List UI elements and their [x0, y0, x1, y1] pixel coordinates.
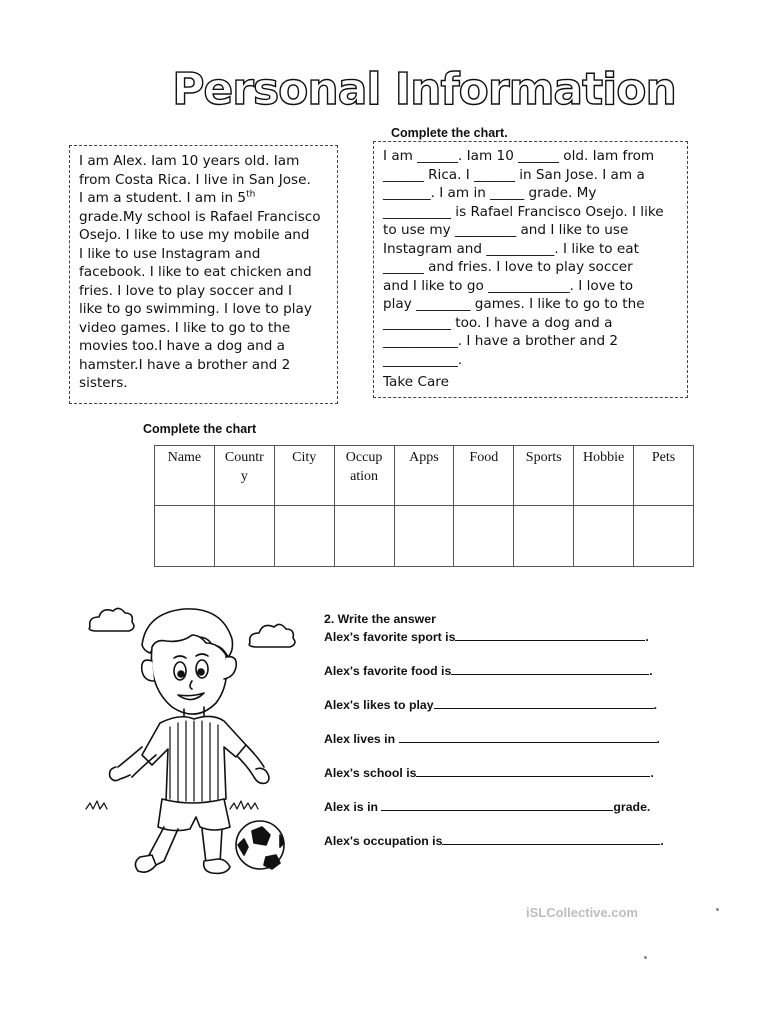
reading-line: I am Alex. Iam 10 years old. Iam	[79, 153, 300, 169]
watermark-text: iSLCollective.com	[526, 905, 638, 920]
reading-line: hamster.I have a brother and 2	[79, 356, 291, 373]
closing-text: Take Care	[383, 374, 449, 390]
question-row: Alex is in grade.	[324, 800, 651, 814]
col-header-apps: Apps	[394, 446, 454, 506]
reading-line: I like to use Instagram and	[79, 245, 261, 262]
section-title: 2. Write the answer	[324, 612, 436, 626]
reading-line: fries. I love to play soccer and I	[79, 282, 292, 299]
cloud-icon	[89, 608, 134, 631]
question-row: Alex lives in .	[324, 732, 660, 746]
write-answer-section	[324, 612, 704, 867]
cloze-line[interactable]: ___________. I have a brother and 2	[383, 333, 619, 349]
page-title: Personal Information	[172, 64, 676, 115]
cloze-passage-box	[373, 141, 688, 398]
col-header-country: Countr y	[214, 446, 274, 506]
table-answer-row	[155, 506, 694, 567]
answer-cell[interactable]	[574, 506, 634, 567]
reading-line: facebook. I like to eat chicken and	[79, 264, 312, 280]
cloze-line[interactable]: to use my _________ and I like to use	[383, 222, 629, 238]
cloze-line[interactable]: I am ______. Iam 10 ______ old. Iam from	[383, 148, 655, 164]
reading-line: sisters.	[79, 375, 128, 391]
chart-label: Complete the chart	[143, 422, 257, 436]
answer-cell[interactable]	[394, 506, 454, 567]
col-header-name: Name	[155, 446, 215, 506]
col-header-sports: Sports	[514, 446, 574, 506]
reading-line: Osejo. I like to use my mobile and	[79, 227, 310, 243]
answer-cell[interactable]	[454, 506, 514, 567]
reading-line: grade.My school is Rafael Francisco	[79, 208, 321, 225]
answer-cell[interactable]	[274, 506, 334, 567]
answer-line[interactable]	[442, 833, 660, 845]
answer-cell[interactable]	[514, 506, 574, 567]
reading-line: movies too.I have a dog and a	[79, 338, 285, 354]
answer-line[interactable]	[455, 629, 645, 641]
cloud-icon	[249, 624, 295, 647]
cloze-label: Complete the chart.	[391, 126, 508, 140]
question-row: Alex's favorite food is .	[324, 664, 653, 678]
answer-line[interactable]	[381, 799, 613, 811]
col-header-food: Food	[454, 446, 514, 506]
reading-line: I am a student. I am in 5th	[79, 189, 256, 206]
cloze-line[interactable]: __________ is Rafael Francisco Osejo. I like	[383, 203, 664, 220]
cloze-line[interactable]: ______ and fries. I love to play soccer	[383, 259, 633, 275]
answer-cell[interactable]	[634, 506, 694, 567]
reading-line: video games. I like to go to the	[79, 319, 291, 336]
cloze-line[interactable]: Instagram and __________. I like to eat	[383, 240, 639, 257]
cloze-line[interactable]: ___________.	[383, 351, 463, 368]
ordinal-suffix: th	[246, 189, 256, 200]
answer-line[interactable]	[434, 697, 654, 709]
col-header-city: City	[274, 446, 334, 506]
table-header-row	[155, 446, 694, 506]
speck-dot	[644, 956, 647, 959]
cloze-line[interactable]: and I like to go ____________. I love to	[383, 277, 634, 294]
answer-line[interactable]	[399, 731, 657, 743]
answer-line[interactable]	[416, 765, 650, 777]
col-header-pets: Pets	[634, 446, 694, 506]
boy-soccer-illustration	[80, 595, 300, 885]
col-header-hobbies: Hobbie	[574, 446, 634, 506]
question-row: Alex's favorite sport is .	[324, 630, 649, 644]
answer-cell[interactable]	[155, 506, 215, 567]
answer-cell[interactable]	[214, 506, 274, 567]
question-row: Alex's occupation is .	[324, 834, 664, 848]
reading-line: from Costa Rica. I live in San Jose.	[79, 171, 311, 188]
cloze-line[interactable]: play ________ games. I like to go to the	[383, 296, 645, 312]
answer-line[interactable]	[451, 663, 649, 675]
speck-dot	[716, 908, 719, 911]
info-chart-table	[154, 445, 694, 567]
reading-passage-box	[69, 145, 338, 404]
cloze-line[interactable]: ______ Rica. I ______ in San Jose. I am a	[383, 166, 645, 183]
question-row: Alex's school is .	[324, 766, 654, 780]
cloze-line[interactable]: __________ too. I have a dog and a	[383, 314, 613, 331]
cloze-line[interactable]: _______. I am in _____ grade. My	[383, 185, 597, 201]
answer-cell[interactable]	[334, 506, 394, 567]
col-header-occupation: Occup ation	[334, 446, 394, 506]
question-row: Alex's likes to play .	[324, 698, 657, 712]
reading-line: like to go swimming. I love to play	[79, 301, 312, 317]
